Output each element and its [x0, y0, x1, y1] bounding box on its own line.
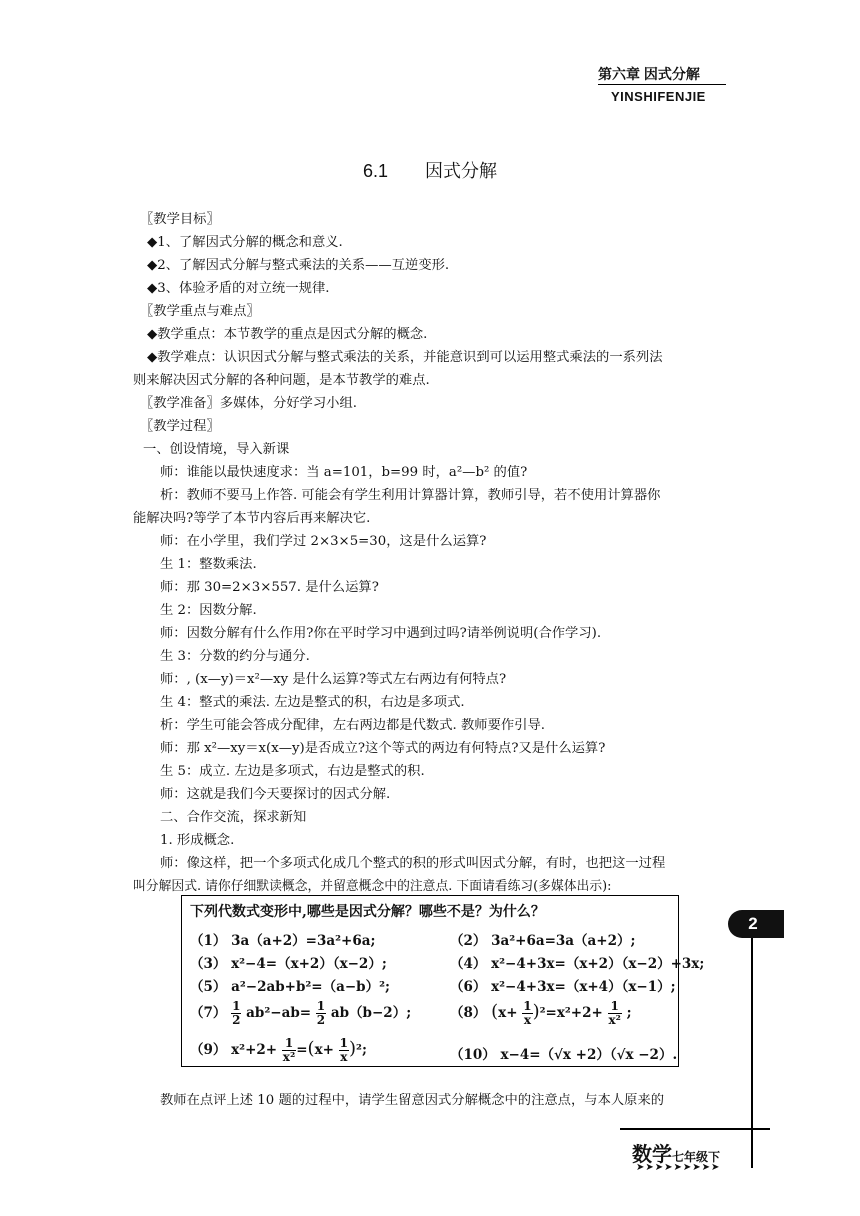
footer-rule: [620, 1128, 770, 1130]
fraction-half: $\frac{1}{2}$: [316, 999, 326, 1027]
item-7-left: ab²−ab=: [246, 1005, 312, 1021]
section-title-text: 因式分解: [425, 161, 498, 181]
exercise-item-7: [190, 1000, 411, 1027]
text-line: 生 4：整式的乘法. 左边是整式的积，右边是多项式.: [160, 695, 465, 710]
exercise-heading: 下列代数式变形中,哪些是因式分解？哪些不是？为什么？: [190, 904, 545, 920]
exercise-item-1: （1） 3a（a+2）=3a²+6a;: [190, 933, 376, 949]
text-line: 析：学生可能会答成分配律，左右两边都是代数式. 教师要作引导.: [160, 718, 545, 733]
text-line: 析：教师不要马上作答. 可能会有学生利用计算器计算，教师引导，若不使用计算器你: [160, 488, 661, 503]
text-line: 生 3：分数的约分与通分.: [160, 649, 310, 664]
exercise-item-9: （9） x²+2+ $\frac{1}{\text{x²}}$ =(x+ $\frac{1}{x}$ )²;: [190, 1036, 367, 1064]
exercise-item-4: （4） x²−4+3x=（x+2）（x−2）+3x;: [450, 956, 705, 972]
text-line: ◆2、了解因式分解与整式乘法的关系——互逆变形.: [147, 258, 450, 273]
exercise-item-3: （3） x²−4=（x+2）（x−2）;: [190, 956, 387, 972]
chapter-header: 第六章 因式分解: [598, 66, 726, 85]
text-line: 师：这就是我们今天要探讨的因式分解.: [160, 787, 391, 802]
exercise-item-5: （5） a²−2ab+b²=（a−b）²;: [190, 979, 391, 995]
fraction-one-over-x2: $\frac{1}{\text{x²}}$: [282, 1036, 296, 1064]
text-line: 〖教学准备〗多媒体，分好学习小组.: [140, 396, 357, 411]
fraction-one-over-x2: $\frac{1}{\text{x²}}$: [608, 999, 621, 1027]
text-line: 教师在点评上述 10 题的过程中，请学生留意因式分解概念中的注意点，与本人原来的: [160, 1093, 665, 1108]
text-line: 1. 形成概念.: [160, 833, 235, 848]
exercise-item-8: （8） (x+ $\frac{1}{x}$ )²=x²+2+ $\frac{1}{\text{x²}}$ ;: [450, 999, 632, 1027]
item-7-label: （7）: [190, 1005, 227, 1021]
text-line: 能解决吗?等学了本节内容后再来解决它.: [133, 511, 371, 526]
text-line: 生 5：成立. 左边是多项式，右边是整式的积.: [160, 764, 425, 779]
footer-arrows: ➤➤➤➤➤➤➤➤➤: [636, 1162, 721, 1173]
text-line: ◆教学重点：本节教学的重点是因式分解的概念.: [147, 327, 428, 342]
chapter-pinyin: YINSHIFENJIE: [611, 89, 706, 104]
text-line: 二、合作交流，探求新知: [160, 810, 307, 825]
text-line: 师：那 30=2×3×557. 是什么运算?: [160, 580, 379, 595]
margin-rule: [751, 938, 753, 1168]
fraction-one-over-x: $\frac{1}{x}$: [339, 1036, 348, 1064]
text-line: 一、创设情境，导入新课: [143, 442, 290, 457]
fraction-one-over-x: $\frac{1}{x}$: [523, 999, 532, 1027]
item-9-label: （9）: [190, 1042, 227, 1058]
text-line: 师：因数分解有什么作用?你在平时学习中遇到过吗?请举例说明(合作学习).: [160, 626, 602, 641]
page-number: 2: [748, 914, 758, 933]
text-line: 师：谁能以最快速度求：当 a=101，b=99 时，a²—b² 的值?: [160, 465, 528, 480]
text-line: 〖教学过程〗: [140, 419, 220, 434]
text-line: 师：在小学里，我们学过 2×3×5=30，这是什么运算?: [160, 534, 487, 549]
text-line: ◆1、了解因式分解的概念和意义.: [147, 235, 343, 250]
text-line: 师：那 x²—xy＝x(x—y)是否成立?这个等式的两边有何特点?又是什么运算?: [160, 741, 606, 756]
text-line: 师：像这样，把一个多项式化成几个整式的积的形式叫因式分解，有时，也把这一过程: [160, 856, 666, 871]
fraction-half: $\frac{1}{2}$: [232, 999, 241, 1027]
exercise-box: [181, 895, 705, 1067]
text-line: ◆教学难点：认识因式分解与整式乘法的关系，并能意识到可以运用整式乘法的一系列法: [147, 350, 663, 365]
text-line: 生 2：因数分解.: [160, 603, 257, 618]
section-title: [0, 157, 860, 183]
section-number: 6.1: [362, 161, 388, 181]
exercise-item-10: （10） x−4=（√x +2）（√x −2）.: [450, 1047, 678, 1063]
text-line: 生 1：整数乘法.: [160, 557, 257, 572]
text-line: 〖教学目标〗: [140, 212, 220, 227]
text-line: 〖教学重点与难点〗: [140, 304, 260, 319]
exercise-item-6: （6） x²−4+3x=（x+4）（x−1）;: [450, 979, 676, 995]
item-7-right: ab（b−2）;: [330, 1005, 412, 1021]
text-line: 则来解决因式分解的各种问题，是本节教学的难点.: [133, 373, 430, 388]
brand-subject: 数学: [632, 1144, 672, 1166]
brand-grade: 七年级下: [672, 1150, 721, 1164]
text-line: ◆3、体验矛盾的对立统一规律.: [147, 281, 330, 296]
item-8-label: （8）: [450, 1005, 487, 1021]
text-line: 师：, (x—y)＝x²—xy 是什么运算?等式左右两边有何特点?: [160, 672, 507, 687]
exercise-item-2: （2） 3a²+6a=3a（a+2）;: [450, 933, 636, 949]
text-line: 叫分解因式. 请你仔细默读概念，并留意概念中的注意点. 下面请看练习(多媒体出示):: [133, 879, 612, 894]
